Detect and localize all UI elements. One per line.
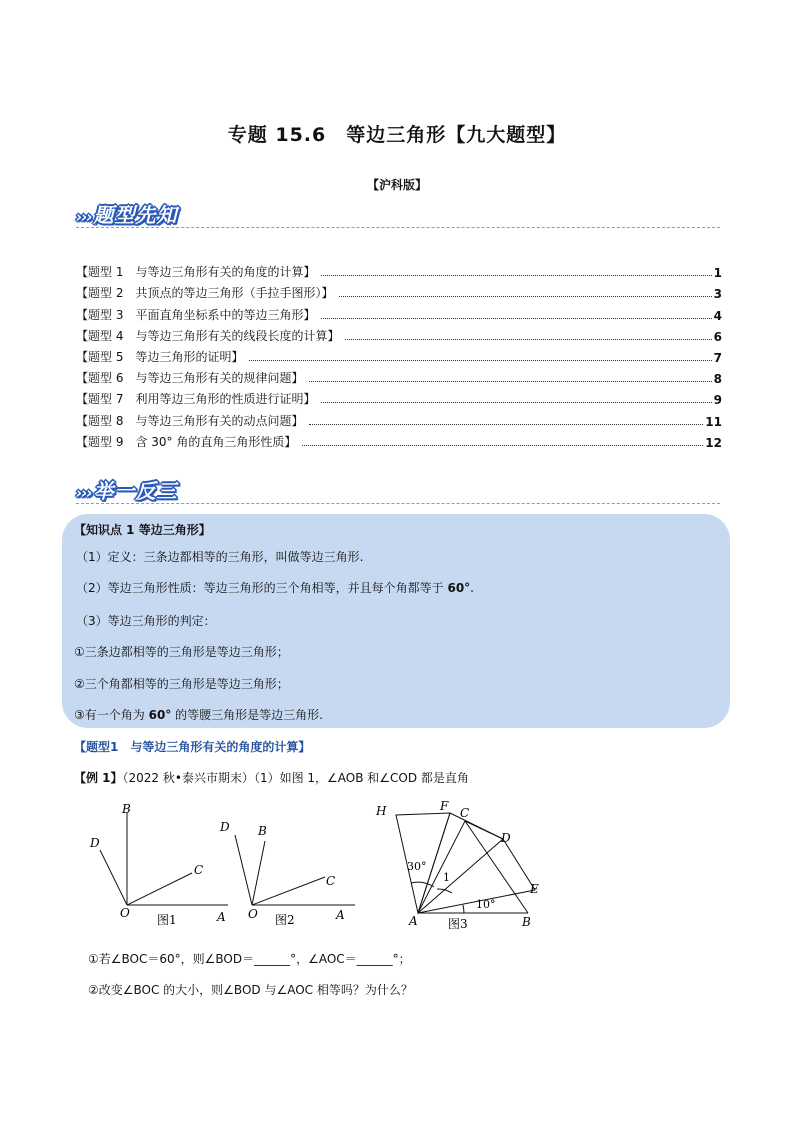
fig2-caption: 图2 (275, 913, 295, 927)
fig3-label-d: D (501, 831, 511, 845)
section-divider (76, 503, 720, 504)
example-source: （2022 秋•泰兴市期末）（1）如图 1，∠AOB 和∠COD 都是直角 (122, 771, 469, 785)
fig3-label-e: E (530, 882, 539, 896)
fig3-angle-10-arc (463, 905, 464, 913)
toc-dot-leader (309, 381, 711, 382)
figure-1 (100, 813, 228, 905)
fig3-angle-1-arc (437, 889, 452, 893)
toc-item-page: 8 (713, 372, 722, 387)
example-label: 【例 1】 (74, 771, 123, 785)
section-arrows-icon: ››› (76, 208, 92, 226)
knowledge-property-suffix: . (470, 581, 474, 595)
fig2-label-b: B (258, 824, 267, 838)
toc-item-label: 【题型 1 与等边三角形有关的角度的计算】 (76, 265, 316, 280)
fig3-angle-10: 10° (476, 898, 496, 911)
toc-item[interactable] (76, 386, 722, 407)
toc-item[interactable] (76, 259, 722, 280)
toc-item-label: 【题型 4 与等边三角形有关的线段长度的计算】 (76, 328, 340, 343)
knowledge-property-text: （2）等边三角形性质：等边三角形的三个角相等，并且每个角都等于 (76, 581, 444, 595)
toc-item[interactable] (76, 407, 722, 428)
knowledge-judgement-2: ②三个角都相等的三角形是等边三角形； (74, 677, 289, 691)
toc-item-label: 【题型 6 与等边三角形有关的规律问题】 (76, 371, 304, 386)
fig2-label-o: O (248, 907, 258, 921)
toc-item-label: 【题型 7 利用等边三角形的性质进行证明】 (76, 392, 316, 407)
knowledge-judgement-3-suffix: 的等腰三角形是等边三角形. (175, 708, 323, 722)
toc-item-page: 3 (713, 287, 722, 302)
toc-dot-leader (302, 445, 703, 446)
knowledge-judgement-1: ①三条边都相等的三角形是等边三角形； (74, 645, 289, 659)
fig1-label-b: B (122, 802, 131, 816)
type1-heading: 【题型1 与等边三角形有关的角度的计算】 (74, 740, 311, 754)
section-title-practice (76, 475, 178, 504)
fig3-label-b: B (522, 915, 531, 929)
knowledge-judgement-3-text: ③有一个角为 (74, 708, 145, 722)
fig3-angle-30-arc (411, 882, 434, 887)
knowledge-property (76, 579, 474, 596)
fig1-label-a: A (217, 910, 226, 924)
table-of-contents (76, 259, 722, 450)
toc-item[interactable] (76, 280, 722, 301)
knowledge-judgement-title: （3）等边三角形的判定： (76, 614, 216, 628)
knowledge-definition: （1）定义：三条边都相等的三角形，叫做等边三角形. (76, 550, 364, 564)
page-title: 专题 15.6 等边三角形【九大题型】 (227, 124, 567, 146)
fig3-label-f: F (440, 799, 449, 813)
toc-item-page: 7 (713, 350, 722, 365)
toc-item-page: 11 (705, 414, 722, 429)
toc-item-label: 【题型 5 等边三角形的证明】 (76, 349, 244, 364)
toc-dot-leader (321, 402, 711, 403)
toc-item-page: 9 (713, 393, 722, 408)
fig3-label-a: A (409, 914, 418, 928)
toc-item-page: 12 (705, 435, 722, 450)
figures-svg (80, 795, 540, 935)
example-1 (74, 769, 469, 786)
toc-item-label: 【题型 9 含 30° 角的直角三角形性质】 (76, 434, 297, 449)
fig1-caption: 图1 (157, 913, 177, 927)
fig3-label-h: H (376, 804, 387, 818)
toc-item-label: 【题型 8 与等边三角形有关的动点问题】 (76, 413, 304, 428)
knowledge-judgement-3 (74, 706, 323, 723)
fig2-ray-od (235, 835, 252, 905)
knowledge-judgement-3-value: 60° (148, 708, 172, 722)
toc-dot-leader (321, 318, 711, 319)
toc-item-label: 【题型 3 平面直角坐标系中的等边三角形】 (76, 307, 316, 322)
fig3-label-c: C (460, 806, 470, 820)
toc-dot-leader (321, 275, 711, 276)
fig1-ray-oc (127, 873, 192, 905)
toc-item[interactable] (76, 301, 722, 322)
toc-item[interactable] (76, 344, 722, 365)
knowledge-title: 【知识点 1 等边三角形】 (74, 523, 211, 537)
toc-dot-leader (249, 360, 711, 361)
toc-dot-leader (345, 339, 711, 340)
fig1-ray-od (100, 850, 127, 905)
section-arrows-icon: ››› (76, 484, 92, 502)
fig1-label-c: C (194, 863, 204, 877)
toc-item-page: 6 (713, 329, 722, 344)
fig3-angle-30: 30° (407, 860, 427, 873)
knowledge-property-value: 60° (447, 581, 471, 595)
fig2-label-d: D (220, 820, 230, 834)
fig2-label-c: C (326, 874, 336, 888)
section-title-practice-text: 举一反三 (93, 479, 178, 503)
fig2-ray-oc (252, 877, 325, 905)
fig1-label-o: O (120, 906, 130, 920)
section-title-preview (76, 199, 178, 228)
toc-dot-leader (309, 424, 703, 425)
toc-item-label: 【题型 2 共顶点的等边三角形（手拉手图形）】 (76, 286, 334, 301)
toc-dot-leader (339, 296, 711, 297)
fig2-ray-ob (252, 841, 265, 905)
fig1-label-d: D (90, 836, 100, 850)
toc-item-page: 1 (713, 266, 722, 281)
toc-item[interactable] (76, 323, 722, 344)
fig3-side-cb (465, 821, 528, 913)
fig3-caption: 图3 (448, 917, 468, 931)
section-title-preview-text: 题型先知 (93, 203, 178, 227)
fig3-angle-1: 1 (443, 871, 450, 884)
fig2-label-a: A (336, 908, 345, 922)
section-divider (76, 227, 720, 228)
question-1: ①若∠BOC＝60°，则∠BOD＝______°，∠AOC＝______°； (88, 952, 411, 966)
edition-label: 【沪科版】 (366, 178, 427, 192)
toc-item-page: 4 (713, 308, 722, 323)
figure-2 (235, 835, 355, 905)
toc-item[interactable] (76, 429, 722, 450)
question-2: ②改变∠BOC 的大小，则∠BOD 与∠AOC 相等吗？为什么？ (88, 983, 413, 997)
toc-item[interactable] (76, 365, 722, 386)
